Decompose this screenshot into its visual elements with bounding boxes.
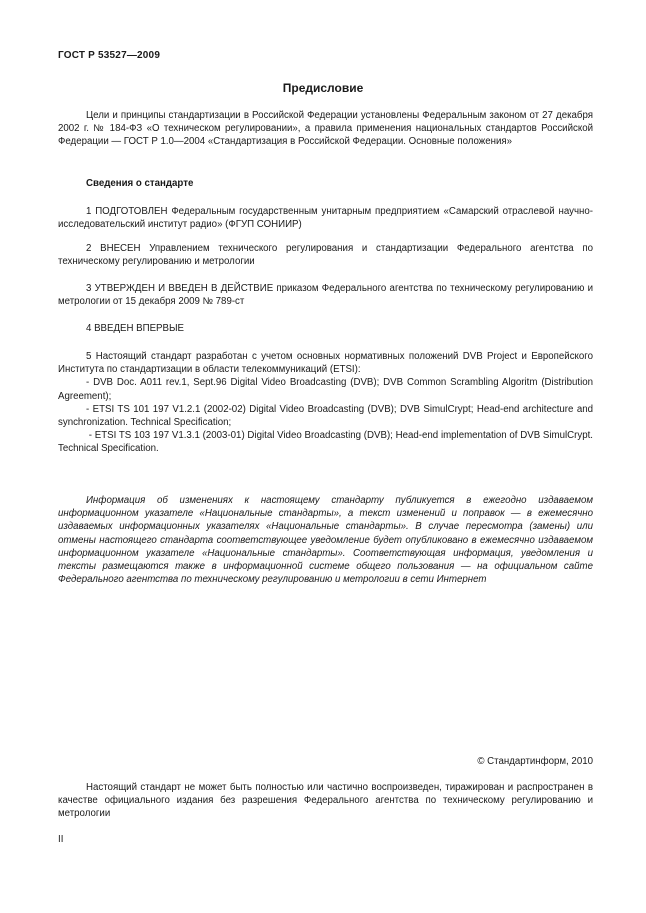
list-item: - ETSI TS 101 197 V1.2.1 (2002-02) Digital Video Broadcasting (DVB); DVB SimulCrypt; Head-end architecture and synchronization. Technical Specification; [58, 403, 593, 429]
info-heading-text: Сведения о стандарте [86, 178, 194, 189]
notice-text: Информация об изменениях к настоящему стандарту публикуется в ежегодно издаваемом информационном указателе «Национальные стандарты», а текст изменений и поправок — в ежемесячно издаваемых информационных указателях «Национальные стандарты». В случае пересмотра (замены) или отмены настоящего стандарта соответствующее уведомление будет опубликовано в ежемесячно издаваемом информационном указателе «Национальные стандарты». Соответствующая информация, уведомления и тексты размещаются также в информационной системе общего пользования — на официальном сайте Федерального агентства по техническому регулированию и метрологии в сети Интернет [58, 495, 593, 586]
notice-paragraph [58, 494, 593, 586]
item-5 [58, 350, 593, 456]
page-number: II [58, 834, 64, 845]
item-2 [58, 242, 593, 268]
item-2-text: 2 ВНЕСЕН Управлением технического регулирования и стандартизации Федерального агентства по техническому регулированию и метрологии [58, 243, 593, 268]
intro-text: Цели и принципы стандартизации в Российской Федерации установлены Федеральным законом от 27 декабря 2002 г. № 184-ФЗ «О техническом регулировании», а правила применения национальных стандартов Российской Федерации — ГОСТ Р 1.0—2004 «Стандартизация в Российской Федерации. Основные положения» [58, 110, 593, 148]
item-1 [58, 205, 593, 231]
copyright-line: © Стандартинформ, 2010 [477, 756, 593, 767]
item-1-text: 1 ПОДГОТОВЛЕН Федеральным государственным унитарным предприятием «Самарский отраслевой научно-исследовательский институт радио» (ФГУП СОНИИР) [58, 206, 593, 231]
item-3-text: 3 УТВЕРЖДЕН И ВВЕДЕН В ДЕЙСТВИЕ приказом Федерального агентства по техническому регулированию и метрологии от 15 декабря 2009 № 789-ст [58, 283, 593, 308]
list-item: - DVB Doc. A011 rev.1, Sept.96 Digital Video Broadcasting (DVB); DVB Common Scrambling Algoritm (Distribution Agreement); [58, 377, 593, 402]
item-5-text: 5 Настоящий стандарт разработан с учетом основных нормативных положений DVB Project и Европейского Института по стандартизации в области телекоммуникаций (ETSI): [58, 351, 593, 376]
item-3 [58, 282, 593, 308]
page-title: Предисловие [282, 81, 364, 95]
reproduction-text: Настоящий стандарт не может быть полностью или частично воспроизведен, тиражирован и распространен в качестве официального издания без разрешения Федерального агентства по техническому регулированию и метрологии [58, 782, 593, 820]
reproduction-paragraph [58, 781, 593, 821]
item-4 [58, 322, 593, 335]
standard-code-header: ГОСТ Р 53527—2009 [58, 50, 161, 61]
info-heading [58, 177, 593, 190]
list-item: - ETSI TS 103 197 V1.3.1 (2003-01) Digital Video Broadcasting (DVB); Head-end implementation of DVB SimulCrypt. Technical Specification. [58, 430, 593, 455]
intro-paragraph [58, 109, 593, 149]
item-4-text: 4 ВВЕДЕН ВПЕРВЫЕ [86, 323, 185, 334]
